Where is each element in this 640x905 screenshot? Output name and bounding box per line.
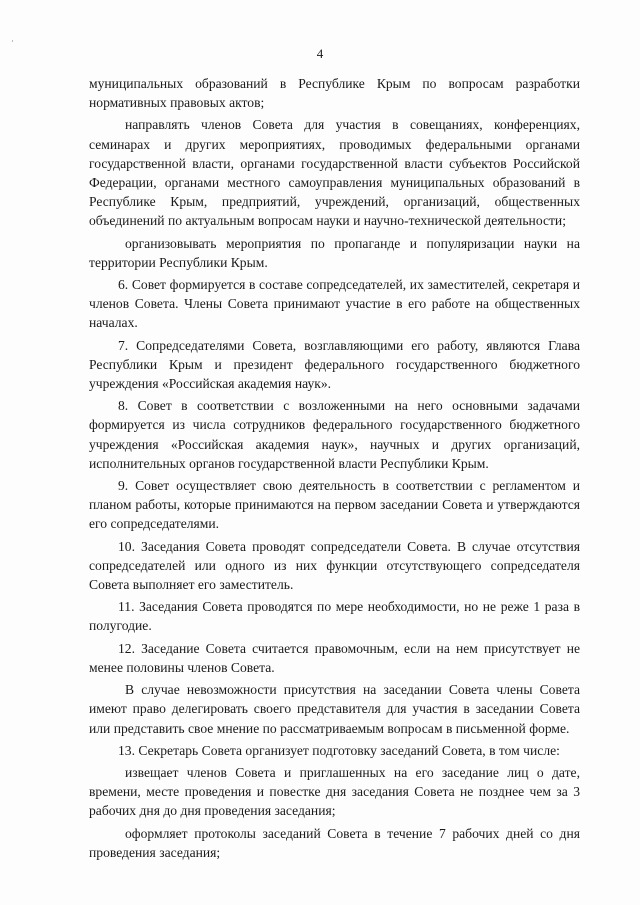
document-body bbox=[89, 74, 580, 865]
paragraph-list-item: организовывать мероприятия по пропаганде и популяризации науки на территории Республики Крым. bbox=[89, 235, 580, 270]
paragraph-continuation: муниципальных образований в Республике Крым по вопросам разработки нормативных правовых актов; bbox=[89, 76, 580, 111]
paragraph-clause-11: 11. Заседания Совета проводятся по мере необходимости, но не реже 1 раза в полугодие. bbox=[89, 599, 580, 634]
scan-edge-mark bbox=[12, 40, 13, 42]
paragraph-clause-12: 12. Заседание Совета считается правомочным, если на нем присутствует не менее половины членов Совета. bbox=[89, 640, 580, 675]
paragraph-clause-10: 10. Заседания Совета проводят сопредседатели Совета. В случае отсутствия сопредседателей или одного из них функции отсутствующего сопредседателя Совета выполняет его заместитель. bbox=[89, 538, 580, 593]
paragraph-clause-6: 6. Совет формируется в составе сопредседателей, их заместителей, секретаря и членов Совета. Члены Совета принимают участие в его работе на общественных началах. bbox=[89, 277, 580, 331]
paragraph-list-item: извещает членов Совета и приглашенных на его заседание лиц о дате, времени, месте проведения и повестке дня заседания Совета не позднее чем за 3 рабочих дня до дня проведения заседания; bbox=[89, 764, 580, 819]
paragraph-clause-7: 7. Сопредседателями Совета, возглавляющими его работу, являются Глава Республики Крым и президент федерального государственного бюджетного учреждения «Российская академия наук». bbox=[89, 337, 580, 392]
paragraph-clause-9: 9. Совет осуществляет свою деятельность в соответствии с регламентом и планом работы, которые принимаются на первом заседании Совета и утверждаются его сопредседателями. bbox=[89, 478, 580, 532]
page-number: 4 bbox=[316, 46, 324, 61]
paragraph-list-item: оформляет протоколы заседаний Совета в течение 7 рабочих дней со дня проведения заседания; bbox=[89, 825, 580, 860]
paragraph-list-item: направлять членов Совета для участия в совещаниях, конференциях, семинарах и других мероприятиях, проводимых федеральными органами государственной власти, органами государственной власти субъектов Российской Федерации, органами местного самоуправления муниципальных образований в Республике Крым, предприятий, учреждений, организаций, общественных объединений по актуальным вопросам науки и научно-технической деятельности; bbox=[89, 117, 580, 229]
paragraph-clause-8: 8. Совет в соответствии с возложенными на него основными задачами формируется из числа сотрудников федерального государственного бюджетного учреждения «Российская академия наук», научных и других организаций, исполнительных органов государственной власти Республики Крым. bbox=[89, 398, 580, 471]
paragraph-clause-12-note: В случае невозможности присутствия на заседании Совета члены Совета имеют право делегировать своего представителя для участия в заседании Совета или представить свое мнение по рассматриваемым вопросам в письменной форме. bbox=[89, 682, 580, 736]
paragraph-clause-13: 13. Секретарь Совета организует подготовку заседаний Совета, в том числе: bbox=[118, 742, 560, 758]
